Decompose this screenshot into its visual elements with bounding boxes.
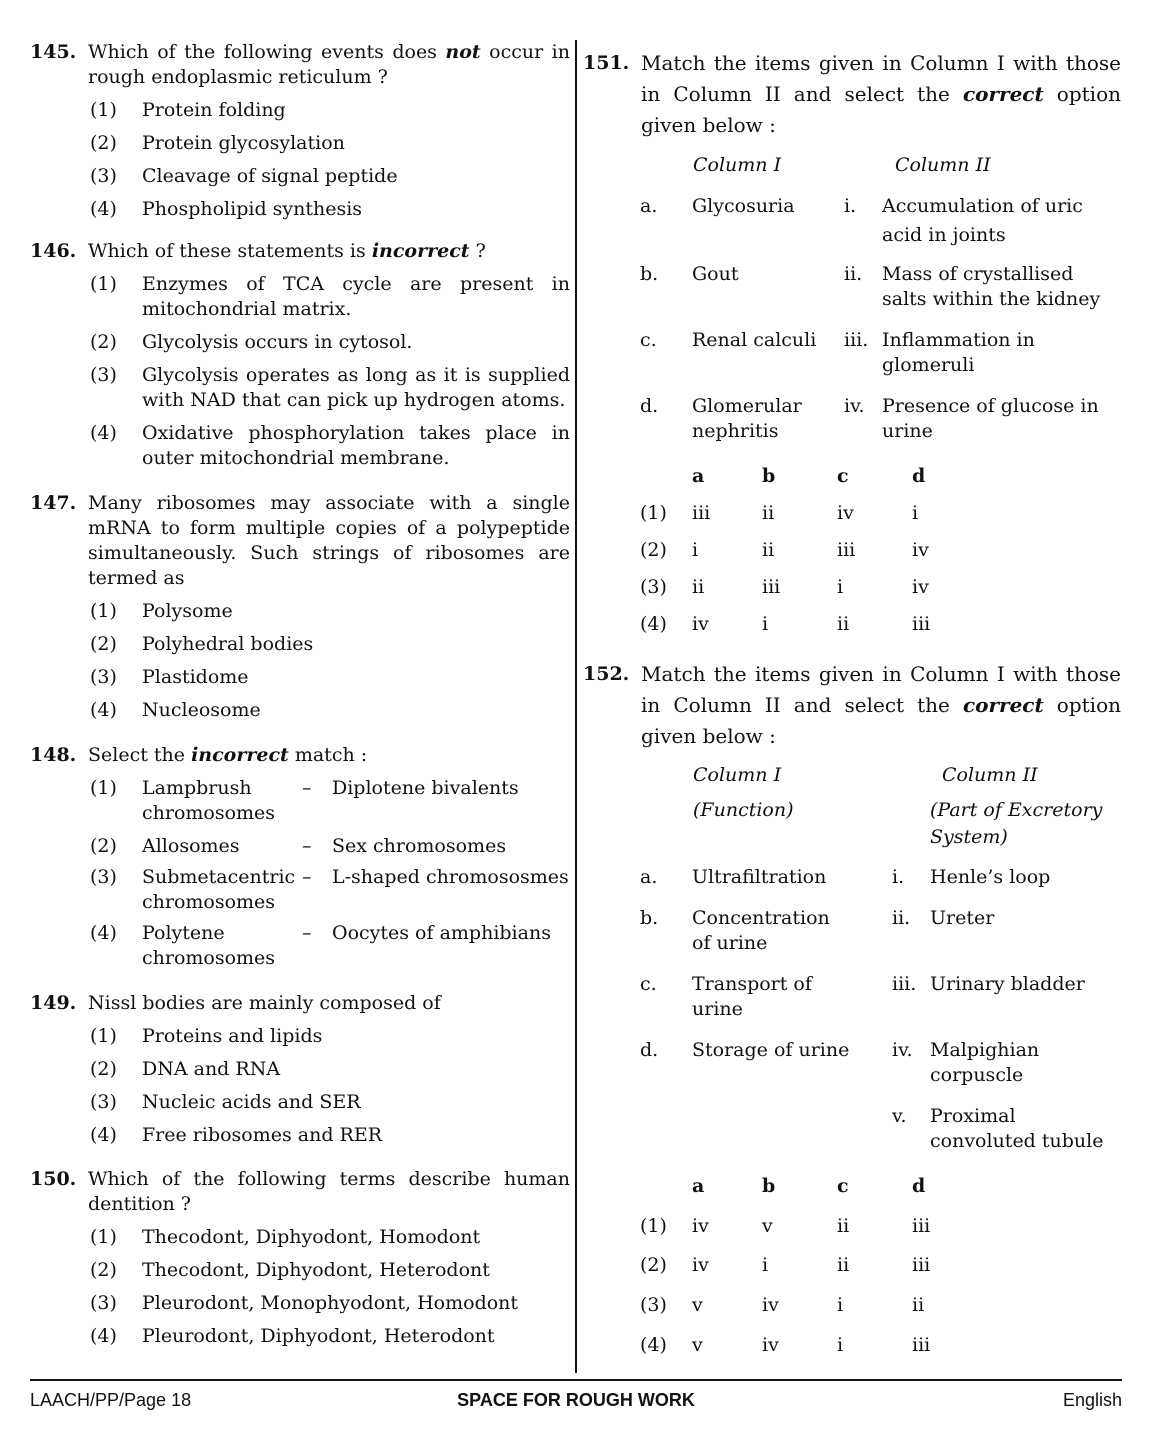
question-number: 145. xyxy=(30,41,77,63)
match-row-a: a. Glycosuria i. Accumulation of uric acid in joints xyxy=(640,195,1083,246)
option-1[interactable]: (1) Protein folding xyxy=(90,99,286,121)
option-1[interactable]: (1) Enzymes of TCA cycle are present in mitochondrial matrix. xyxy=(90,273,570,320)
question-text: Nissl bodies are mainly composed of xyxy=(88,992,441,1014)
answer-option-2[interactable]: (2) iv i ii iii xyxy=(640,1254,931,1276)
option-1[interactable]: (1) Polysome xyxy=(90,600,233,622)
answer-option-1[interactable]: (1) iii ii iv i xyxy=(640,502,919,524)
footer-rule xyxy=(30,1379,1122,1381)
question-149 xyxy=(30,991,570,1148)
rough-work-label: SPACE FOR ROUGH WORK xyxy=(457,1390,695,1410)
question-number: 148. xyxy=(30,744,77,766)
option-3[interactable]: (3) Nucleic acids and SER xyxy=(90,1091,361,1113)
question-number: 146. xyxy=(30,240,77,262)
match-row-d: d. Glomerular nephritis iv. Presence of glucose in urine xyxy=(640,395,1099,442)
option-1[interactable]: (1) Lampbrush chromosomes – Diplotene bivalents xyxy=(90,777,519,824)
answer-header: a b c d xyxy=(692,465,926,487)
column-ii-header: Column II xyxy=(942,764,1038,786)
option-3[interactable]: (3) Submetacentric chromosomes – L-shaped chromososmes xyxy=(90,866,569,913)
option-2[interactable]: (2) Thecodont, Diphyodont, Heterodont xyxy=(90,1259,490,1281)
column-i-subheader: (Function) xyxy=(693,799,794,821)
option-2[interactable]: (2) Polyhedral bodies xyxy=(90,633,314,655)
answer-option-3[interactable]: (3) ii iii i iv xyxy=(640,576,929,598)
option-3[interactable]: (3) Plastidome xyxy=(90,666,249,688)
match-column-headers xyxy=(693,152,1121,179)
option-2[interactable]: (2) DNA and RNA xyxy=(90,1058,281,1080)
page-code: LAACH/PP/Page 18 xyxy=(30,1390,192,1410)
match-row-c: c. Transport of urine iii. Urinary bladder xyxy=(640,973,1085,1020)
option-4[interactable]: (4) Phospholipid synthesis xyxy=(90,198,363,220)
question-150 xyxy=(30,1167,570,1349)
column-i-header: Column I xyxy=(693,764,782,786)
question-text: Many ribosomes may associate with a single mRNA to form multiple copies of a polypeptide simultaneously. Such strings of ribosomes are termed as xyxy=(88,492,570,589)
language-label: English xyxy=(1062,1390,1122,1410)
option-1[interactable]: (1) Proteins and lipids xyxy=(90,1025,323,1047)
column-ii-header: Column II xyxy=(895,154,991,176)
option-4[interactable]: (4) Free ribosomes and RER xyxy=(90,1124,383,1146)
match-row-b: b. Gout ii. Mass of crystallised salts within the kidney xyxy=(640,263,1101,310)
question-147 xyxy=(30,491,570,723)
page-footer xyxy=(30,1390,1122,1414)
question-number: 149. xyxy=(30,992,77,1014)
right-column xyxy=(583,48,1121,1358)
answer-option-4[interactable]: (4) v iv i iii xyxy=(640,1334,931,1356)
question-number: 151. xyxy=(583,52,630,74)
answer-option-2[interactable]: (2) i ii iii iv xyxy=(640,539,929,561)
column-ii-subheader: (Part of Excretory System) xyxy=(930,799,1103,848)
match-column-subheaders xyxy=(693,797,1121,851)
match-row-v: v. Proximal convoluted tubule xyxy=(892,1105,1104,1152)
question-number: 150. xyxy=(30,1168,77,1190)
option-3[interactable]: (3) Cleavage of signal peptide xyxy=(90,165,398,187)
match-row-d: d. Storage of urine iv. Malpighian corpuscle xyxy=(640,1039,1040,1086)
question-151 xyxy=(583,48,1121,637)
answer-option-4[interactable]: (4) iv i ii iii xyxy=(640,613,931,635)
left-column xyxy=(30,40,570,1349)
column-divider xyxy=(575,40,577,1373)
option-4[interactable]: (4) Nucleosome xyxy=(90,699,261,721)
answer-option-1[interactable]: (1) iv v ii iii xyxy=(640,1215,931,1237)
question-text: Match the items given in Column I with those in Column II and select the correct option given below : xyxy=(641,51,1122,137)
option-4[interactable]: (4) Oxidative phosphorylation takes place in outer mitochondrial membrane. xyxy=(90,422,570,469)
question-152 xyxy=(583,659,1121,1358)
question-text: Select the incorrect match : xyxy=(88,744,368,766)
option-3[interactable]: (3) Pleurodont, Monophyodont, Homodont xyxy=(90,1292,519,1314)
question-148 xyxy=(30,743,570,971)
option-4[interactable]: (4) Polytene chromosomes – Oocytes of amphibians xyxy=(90,922,551,969)
question-number: 147. xyxy=(30,492,77,514)
question-text: Which of the following terms describe human dentition ? xyxy=(88,1168,570,1215)
match-row-b: b. Concentration of urine ii. Ureter xyxy=(640,907,995,954)
match-row-c: c. Renal calculi iii. Inflammation in glomeruli xyxy=(640,329,1035,376)
option-4[interactable]: (4) Pleurodont, Diphyodont, Heterodont xyxy=(90,1325,495,1347)
answer-option-3[interactable]: (3) v iv i ii xyxy=(640,1294,925,1316)
question-number: 152. xyxy=(583,663,630,685)
answer-header: a b c d xyxy=(692,1175,926,1197)
match-column-headers xyxy=(693,762,1121,789)
question-text: Match the items given in Column I with those in Column II and select the correct option given below : xyxy=(641,662,1122,748)
column-i-header: Column I xyxy=(693,154,782,176)
option-1[interactable]: (1) Thecodont, Diphyodont, Homodont xyxy=(90,1226,481,1248)
question-145 xyxy=(30,40,570,222)
option-2[interactable]: (2) Glycolysis occurs in cytosol. xyxy=(90,331,413,353)
question-text: Which of the following events does not occur in rough endoplasmic reticulum ? xyxy=(88,41,570,88)
question-text: Which of these statements is incorrect ? xyxy=(88,240,486,262)
option-3[interactable]: (3) Glycolysis operates as long as it is supplied with NAD that can pick up hydrogen atoms. xyxy=(90,364,570,411)
option-2[interactable]: (2) Protein glycosylation xyxy=(90,132,345,154)
option-2[interactable]: (2) Allosomes – Sex chromosomes xyxy=(90,835,507,857)
match-row-a: a. Ultrafiltration i. Henle’s loop xyxy=(640,866,1051,888)
question-146 xyxy=(30,239,570,471)
